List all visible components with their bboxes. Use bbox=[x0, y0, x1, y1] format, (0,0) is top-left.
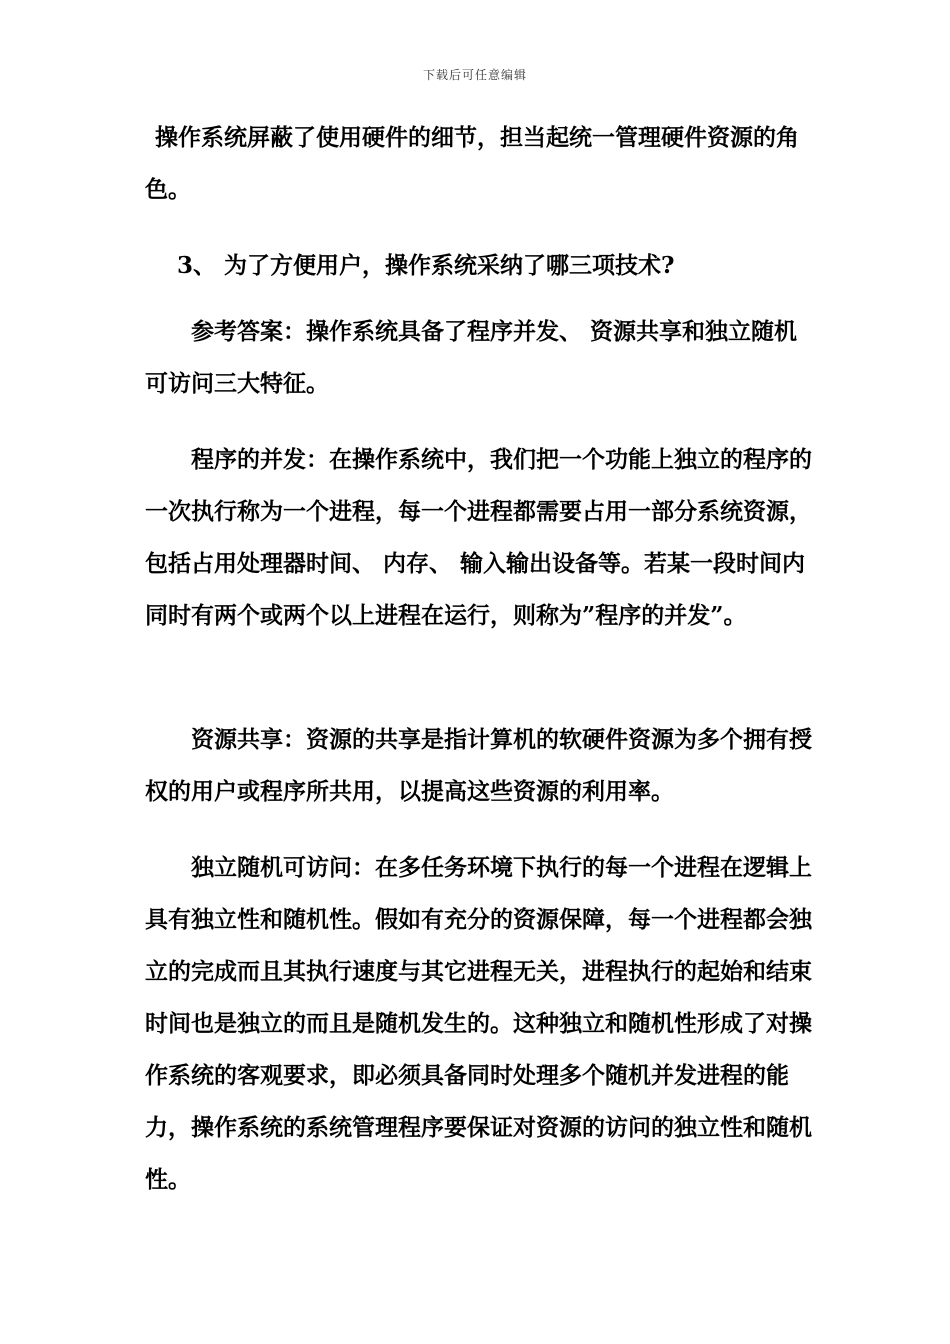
intro-paragraph bbox=[145, 112, 813, 216]
question-3: 3、 为了方便用户，操作系统采纳了哪三项技术? bbox=[177, 252, 675, 279]
paragraph-hardware-abstraction: 操作系统屏蔽了使用硬件的细节，担当起统一管理硬件资源的角色。 bbox=[145, 124, 799, 203]
random-access-block bbox=[145, 842, 813, 1206]
reference-answer: 参考答案：操作系统具备了程序并发、 资源共享和独立随机可访问三大特征。 bbox=[145, 318, 798, 397]
page-header: 下载后可任意编辑 bbox=[422, 68, 527, 82]
answer-block bbox=[145, 306, 813, 410]
sharing-block bbox=[145, 714, 813, 818]
paragraph-concurrency: 程序的并发：在操作系统中，我们把一个功能上独立的程序的一次执行称为一个进程，每一个进程都需要占用一部分系统资源，包括占用处理器时间、 内存、 输入输出设备等。若某一段时间内同时有两个或两个以上进程在运行，则称为”程序的并发”。 bbox=[145, 446, 812, 629]
paragraph-random-access: 独立随机可访问：在多任务环境下执行的每一个进程在逻辑上具有独立性和随机性。假如有充分的资源保障，每一个进程都会独立的完成而且其执行速度与其它进程无关，进程执行的起始和结束时间也是独立的而且是随机发生的。这种独立和随机性形成了对操作系统的客观要求，即必须具备同时处理多个随机并发进程的能力，操作系统的系统管理程序要保证对资源的访问的独立性和随机性。 bbox=[145, 854, 812, 1193]
concurrency-block bbox=[145, 434, 813, 642]
paragraph-resource-sharing: 资源共享：资源的共享是指计算机的软硬件资源为多个拥有授权的用户或程序所共用，以提高这些资源的利用率。 bbox=[145, 726, 812, 805]
question-block bbox=[145, 240, 813, 292]
